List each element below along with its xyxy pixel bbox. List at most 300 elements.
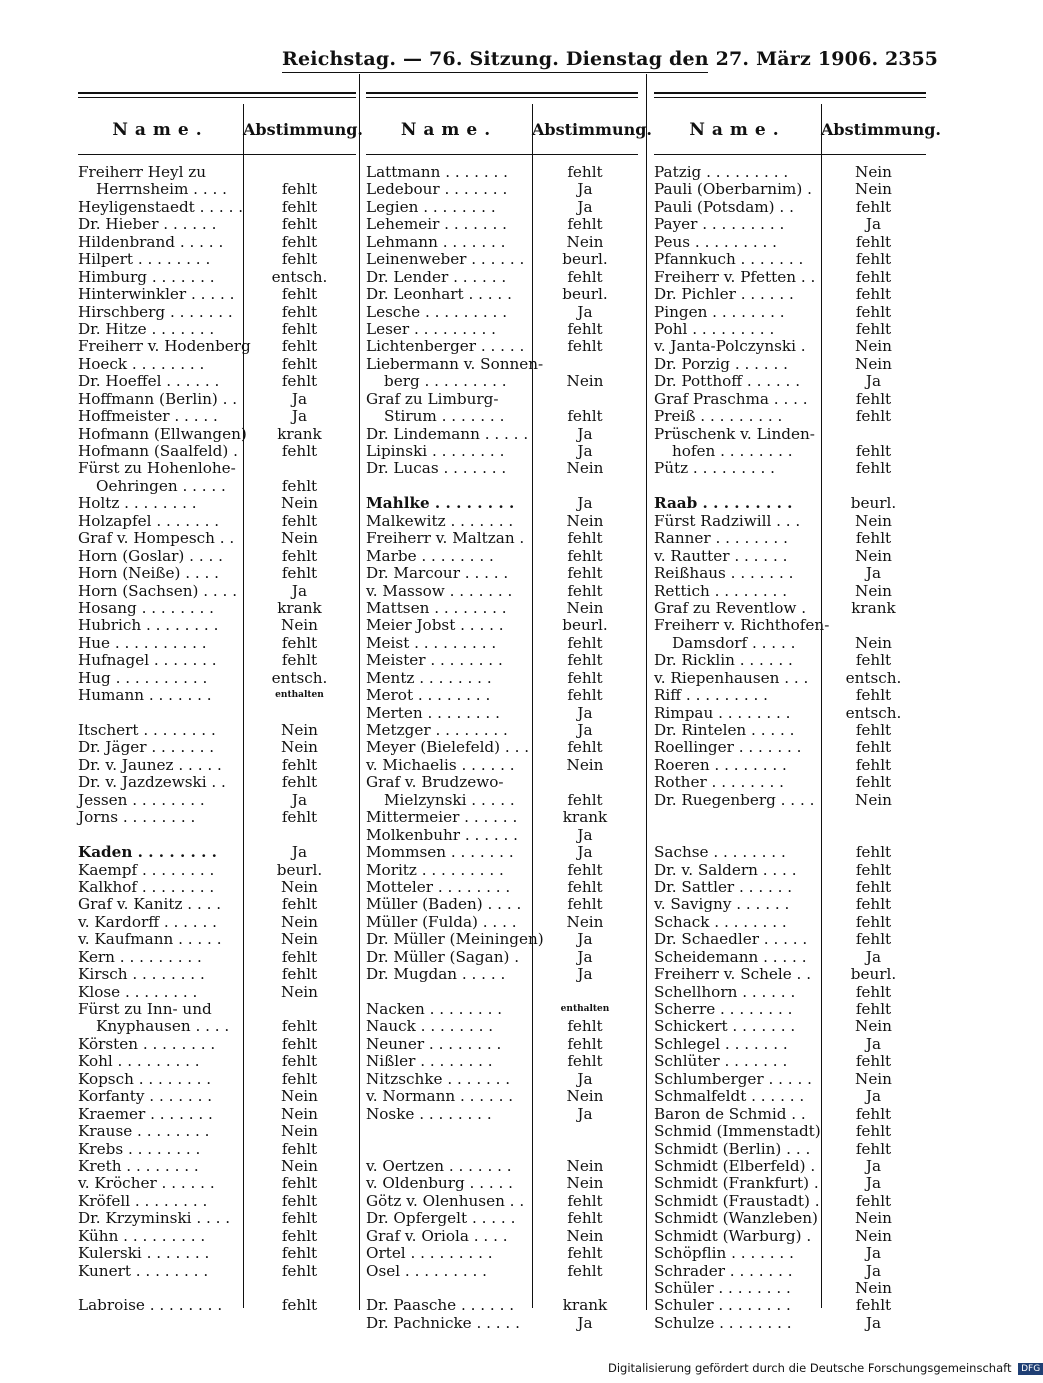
member-name: v. Massow . . . . . . . [366,581,513,600]
member-name: Meist . . . . . . . . . [366,633,497,652]
vote-value: Nein [281,1156,318,1175]
member-name: Stirum . . . . . . . [384,407,505,426]
vote-value: fehlt [281,1209,318,1228]
member-name: Scheidemann . . . . . [654,947,807,966]
member-name: Dr. Mugdan . . . . . [366,965,506,984]
table-row [366,391,638,408]
vote-value: Nein [281,877,318,896]
member-name: Humann . . . . . . . [78,686,212,705]
member-name: Hofmann (Ellwangen) [78,424,247,443]
table-row [366,1263,638,1280]
table-row [654,216,926,233]
member-name: v. Kröcher . . . . . . [78,1174,215,1193]
table-row [78,722,356,739]
member-name: Dr. Opfergelt . . . . . [366,1209,516,1228]
member-name: Nacken . . . . . . . . [366,1000,503,1018]
vote-value: fehlt [567,790,603,809]
member-name: Fürst zu Inn- und [78,1000,212,1018]
member-name: Meyer (Bielefeld) . . . [366,738,530,757]
member-name: Kröfell . . . . . . . . [78,1191,208,1210]
vote-value: fehlt [281,773,318,792]
table-row [654,460,926,477]
vote-value: Ja [577,703,593,722]
header-rule [654,154,926,155]
member-name: Jessen . . . . . . . . [78,790,205,809]
member-name: Ledebour . . . . . . . [366,180,508,199]
table-row [654,1106,926,1123]
table-row [366,1175,638,1192]
vote-value: beurl. [562,616,608,635]
vote-value: Nein [566,1087,604,1106]
member-name: Dr. v. Jazdzewski . . [78,773,226,792]
table-row [654,774,926,791]
table-row [78,565,356,582]
vote-value: Ja [865,1261,882,1280]
member-name: Hinterwinkler . . . . . [78,285,235,304]
table-row [654,1158,926,1175]
table-row [654,1071,926,1088]
vote-value: fehlt [855,1104,892,1123]
table-row [78,774,356,791]
vote-value: Ja [865,1034,882,1053]
member-name: Schmidt (Warburg) . [654,1226,812,1245]
vote-value: krank [277,424,322,443]
vote-value: fehlt [855,442,892,460]
table-row [366,896,638,913]
table-row [78,304,356,321]
member-name: Horn (Goslar) . . . . [78,546,223,565]
member-name: Schickert . . . . . . . [654,1017,796,1036]
table-row [366,530,638,547]
member-name: Malkewitz . . . . . . . [366,511,514,530]
member-name: Hoffmann (Berlin) . . [78,389,238,408]
member-name: Schmalfeldt . . . . . . [654,1087,805,1106]
table-row [78,1123,356,1140]
table-row [654,670,926,687]
table-row [654,513,926,530]
member-name: Mielzynski . . . . . [384,790,515,809]
page-column-divider [359,74,360,1310]
table-row [78,635,356,652]
vote-value: Ja [865,215,882,234]
member-name: Lichtenberger . . . . . [366,337,525,356]
member-name: Damsdorf . . . . . [672,633,796,652]
name-header: Name. [112,120,209,140]
table-row [78,1141,356,1158]
vote-value: Ja [577,424,593,443]
member-name: Nauck . . . . . . . . [366,1017,494,1036]
page-number: 2355 [885,48,938,70]
table-row [366,774,638,791]
vote-value: fehlt [281,1191,318,1210]
vote-value: fehlt [855,250,892,269]
table-row [654,879,926,896]
vote-value: fehlt [281,197,318,216]
member-name: Freiherr Heyl zu [78,163,207,181]
member-name: Schöpflin . . . . . . . [654,1244,794,1263]
vote-value: Nein [855,790,892,809]
table-row [654,269,926,286]
table-row [366,460,638,477]
vote-value: Nein [566,459,604,478]
member-name: Dr. v. Jaunez . . . . . [78,755,222,774]
member-name: Freiherr v. Schele . . [654,965,812,984]
vote-value: Nein [281,738,318,757]
table-row [366,1106,638,1123]
table-row [654,687,926,704]
member-name: Kraemer . . . . . . . [78,1104,213,1123]
table-row [78,966,356,983]
member-name: Baron de Schmid . . [654,1104,806,1123]
table-row [366,356,638,373]
table-row [654,966,926,983]
vote-value: fehlt [567,877,603,896]
table-row [654,862,926,879]
table-row [654,652,926,669]
table-row [366,792,638,809]
header-rule [78,154,356,155]
table-row [366,931,638,948]
table-row [366,722,638,739]
vote-value: Nein [855,511,892,530]
vote-value: fehlt [567,267,603,286]
vote-value: fehlt [855,1052,892,1071]
member-name: Graf zu Limburg- [366,389,499,408]
vote-value: Ja [865,1244,882,1263]
table-row [366,914,638,931]
name-header: Name. [400,120,498,140]
table-row [654,356,926,373]
table-row [78,338,356,355]
vote-value: fehlt [281,511,318,530]
member-name: Hosang . . . . . . . . [78,598,214,617]
vote-value: fehlt [281,285,318,304]
member-name: Dr. Potthoff . . . . . . [654,372,801,391]
member-name: Schack . . . . . . . . [654,912,787,931]
vote-value: fehlt [281,651,318,670]
member-name: Dr. Rintelen . . . . . [654,721,795,739]
table-row [654,234,926,251]
vote-value: fehlt [567,529,603,548]
vote-value: fehlt [855,285,892,304]
table-row [366,1036,638,1053]
vote-value: fehlt [281,1244,318,1263]
vote-value: beurl. [562,250,608,269]
member-name: Herrnsheim . . . . [96,180,227,199]
table-row [366,617,638,634]
member-name: Dr. Lucas . . . . . . . [366,459,507,478]
table-row [78,1053,356,1070]
vote-value: fehlt [855,877,892,896]
vote-value: Nein [281,529,318,548]
table-row [654,1036,926,1053]
table-row [78,443,356,460]
vote-header: Abstimmung. [243,120,363,139]
vote-value: fehlt [855,843,892,862]
vote-value: fehlt [567,738,603,757]
vote-value: fehlt [855,232,892,251]
table-row [366,739,638,756]
member-name: Graf zu Reventlow . [654,598,807,617]
member-name: berg . . . . . . . . . [384,372,507,391]
vote-value: Ja [577,1069,593,1088]
table-row [366,426,638,443]
member-name: Kopsch . . . . . . . . [78,1069,212,1088]
vote-value: entsch. [845,668,902,687]
member-name: Freiherr v. Pfetten . . [654,267,816,286]
table-row [78,251,356,268]
vote-value: Nein [566,372,604,391]
table-row [654,1210,926,1227]
table-row [366,652,638,669]
member-name: Dr. Jäger . . . . . . . [78,738,215,757]
vote-value: beurl. [850,494,897,513]
vote-rows [78,164,356,1315]
vote-value: Ja [291,790,308,809]
vote-value: Nein [281,982,318,1001]
member-name: Fürst zu Hohenlohe- [78,459,236,478]
vote-value: Nein [855,180,892,199]
vote-value: fehlt [855,389,892,408]
member-name: Lehemeir . . . . . . . [366,215,507,234]
table-row [366,966,638,983]
table-row [78,1175,356,1192]
member-name: Merten . . . . . . . . [366,703,500,722]
table-row [78,687,356,704]
vote-value: Ja [865,1174,882,1193]
vote-value: fehlt [855,407,892,426]
vote-value: fehlt [281,250,318,269]
vote-header: Abstimmung. [532,120,652,139]
vote-value: fehlt [855,930,892,949]
vote-value: fehlt [855,302,892,321]
member-name: Knyphausen . . . . [96,1017,230,1036]
vote-value: entsch. [845,703,902,722]
row-spacer [654,478,926,495]
member-name: Patzig . . . . . . . . . [654,163,789,181]
table-row [78,164,356,181]
member-name: Krause . . . . . . . . [78,1122,210,1141]
table-row [366,844,638,861]
table-row [78,739,356,756]
table-row [366,216,638,233]
member-name: Ranner . . . . . . . . [654,529,788,548]
member-name: Fürst Radziwill . . . [654,511,801,530]
vote-value: Ja [291,389,308,408]
member-name: Dr. Sattler . . . . . . [654,877,793,896]
vote-value: Ja [865,1156,882,1175]
vote-value: fehlt [855,319,892,338]
member-name: Dr. Lindemann . . . . . [366,424,529,443]
table-row [654,792,926,809]
table-row [654,1263,926,1280]
member-name: Mattsen . . . . . . . . [366,598,507,617]
table-row [366,1245,638,1262]
vote-column-1 [78,92,363,1315]
table-row [654,1280,926,1297]
member-name: Dr. Pichler . . . . . . [654,285,794,304]
vote-value: Ja [291,843,308,862]
table-row [366,1018,638,1035]
member-name: Reißhaus . . . . . . . [654,564,794,583]
member-name: Dr. Ruegenberg . . . . [654,790,815,809]
vote-value: Nein [566,1156,604,1175]
member-name: Preiß . . . . . . . . . [654,407,783,426]
table-row [78,530,356,547]
member-name: Osel . . . . . . . . . [366,1261,487,1280]
vote-value: fehlt [855,1296,892,1315]
vote-value: fehlt [855,686,892,705]
row-spacer [366,478,638,495]
table-row [366,1088,638,1105]
row-spacer [78,705,356,722]
member-name: Scherre . . . . . . . . [654,1000,793,1018]
vote-value: fehlt [567,686,603,705]
vote-value: fehlt [281,546,318,565]
member-name: Körsten . . . . . . . . [78,1034,216,1053]
member-name: Dr. Hieber . . . . . . [78,215,217,234]
vote-value: fehlt [281,476,318,495]
member-name: Rettich . . . . . . . . [654,581,788,600]
member-name: Schmid (Immenstadt) [654,1122,821,1141]
table-row [366,373,638,390]
vote-value: Ja [291,407,308,426]
table-row [78,914,356,931]
vote-value: Nein [281,721,318,739]
member-name: Müller (Fulda) . . . . [366,912,517,931]
table-row [78,548,356,565]
vote-value: Ja [577,494,593,513]
table-row [654,199,926,216]
table-row [654,1088,926,1105]
member-name: Roellinger . . . . . . . [654,738,802,757]
vote-value: fehlt [855,755,892,774]
member-name: Hug . . . . . . . . . . [78,668,208,687]
table-row [366,495,638,512]
table-row [78,862,356,879]
vote-value: Ja [577,442,593,460]
header-rule [282,72,708,73]
vote-value: Nein [855,1279,892,1297]
member-name: Hue . . . . . . . . . . [78,633,207,652]
vote-value: fehlt [855,738,892,757]
table-row [78,373,356,390]
member-name: Itschert . . . . . . . . [78,721,216,739]
member-name: Rimpau . . . . . . . . [654,703,791,722]
member-name: Nitzschke . . . . . . . [366,1069,511,1088]
member-name: Dr. Hoeffel . . . . . . [78,372,220,391]
member-name: Schmidt (Berlin) . . . [654,1139,811,1158]
footer-credit [608,1361,1043,1375]
table-row [366,827,638,844]
table-row [654,1123,926,1140]
vote-value: fehlt [855,529,892,548]
member-name: Marbe . . . . . . . . [366,546,494,565]
member-name: Riff . . . . . . . . . [654,686,768,705]
vote-value: Ja [577,965,593,984]
table-row [654,1193,926,1210]
vote-value: fehlt [281,1139,318,1158]
vote-value: Ja [577,1104,593,1123]
vote-value: fehlt [281,1069,318,1088]
member-name: Moritz . . . . . . . . . [366,860,504,879]
row-spacer [366,1280,638,1297]
member-name: Dr. v. Saldern . . . . [654,860,797,879]
table-row [78,356,356,373]
table-row [654,1053,926,1070]
table-row [654,1001,926,1018]
vote-value: Nein [855,633,892,652]
table-row [78,1158,356,1175]
member-name: Lattmann . . . . . . . [366,163,508,181]
table-row [366,1158,638,1175]
vote-value: fehlt [281,633,318,652]
table-row [654,1175,926,1192]
table-row [78,1210,356,1227]
vote-value: Ja [577,721,593,739]
vote-value: fehlt [567,337,603,356]
table-row [78,1088,356,1105]
vote-value: Nein [281,1087,318,1106]
vote-value: krank [562,808,608,827]
row-spacer [366,984,638,1001]
table-row [366,1001,638,1018]
vote-value: krank [562,1296,608,1315]
vote-value: Ja [577,843,593,862]
member-name: Meister . . . . . . . . [366,651,503,670]
member-name: Schulze . . . . . . . . [654,1313,792,1332]
table-row [78,426,356,443]
vote-value: fehlt [281,442,318,460]
member-name: Kreth . . . . . . . . [78,1156,199,1175]
member-name: Freiherr v. Richthofen- [654,616,830,635]
member-name: Kaempf . . . . . . . . [78,860,215,879]
table-row [366,1053,638,1070]
table-row [654,949,926,966]
member-name: Dr. Leonhart . . . . . [366,285,512,304]
vote-value: fehlt [281,1226,318,1245]
member-name: Schrader . . . . . . . [654,1261,793,1280]
table-row [78,513,356,530]
vote-column-3 [654,92,941,1332]
page-title: Reichstag. — 76. Sitzung. Dienstag den 27. März 1906. [282,48,879,70]
table-row [366,269,638,286]
vote-value: fehlt [855,721,892,739]
table-row [78,879,356,896]
vote-value: fehlt [281,755,318,774]
member-name: Schmidt (Elberfeld) . [654,1156,816,1175]
member-name: Mahlke . . . . . . . . [366,494,515,513]
table-row [366,286,638,303]
table-row [366,1315,638,1332]
table-row [654,617,926,634]
member-name: Leinenweber . . . . . . [366,250,525,269]
vote-value: Ja [577,197,593,216]
vote-value: fehlt [855,267,892,286]
table-row [366,565,638,582]
table-row [654,1245,926,1262]
member-name: v. Normann . . . . . . [366,1087,514,1106]
member-name: Prüschenk v. Linden- [654,424,815,443]
vote-value: fehlt [855,197,892,216]
vote-value: Nein [855,337,892,356]
table-row [654,338,926,355]
vote-value: Nein [855,1226,892,1245]
table-row [366,1193,638,1210]
vote-value: Nein [566,912,604,931]
vote-value: Nein [281,616,318,635]
row-spacer [654,827,926,844]
